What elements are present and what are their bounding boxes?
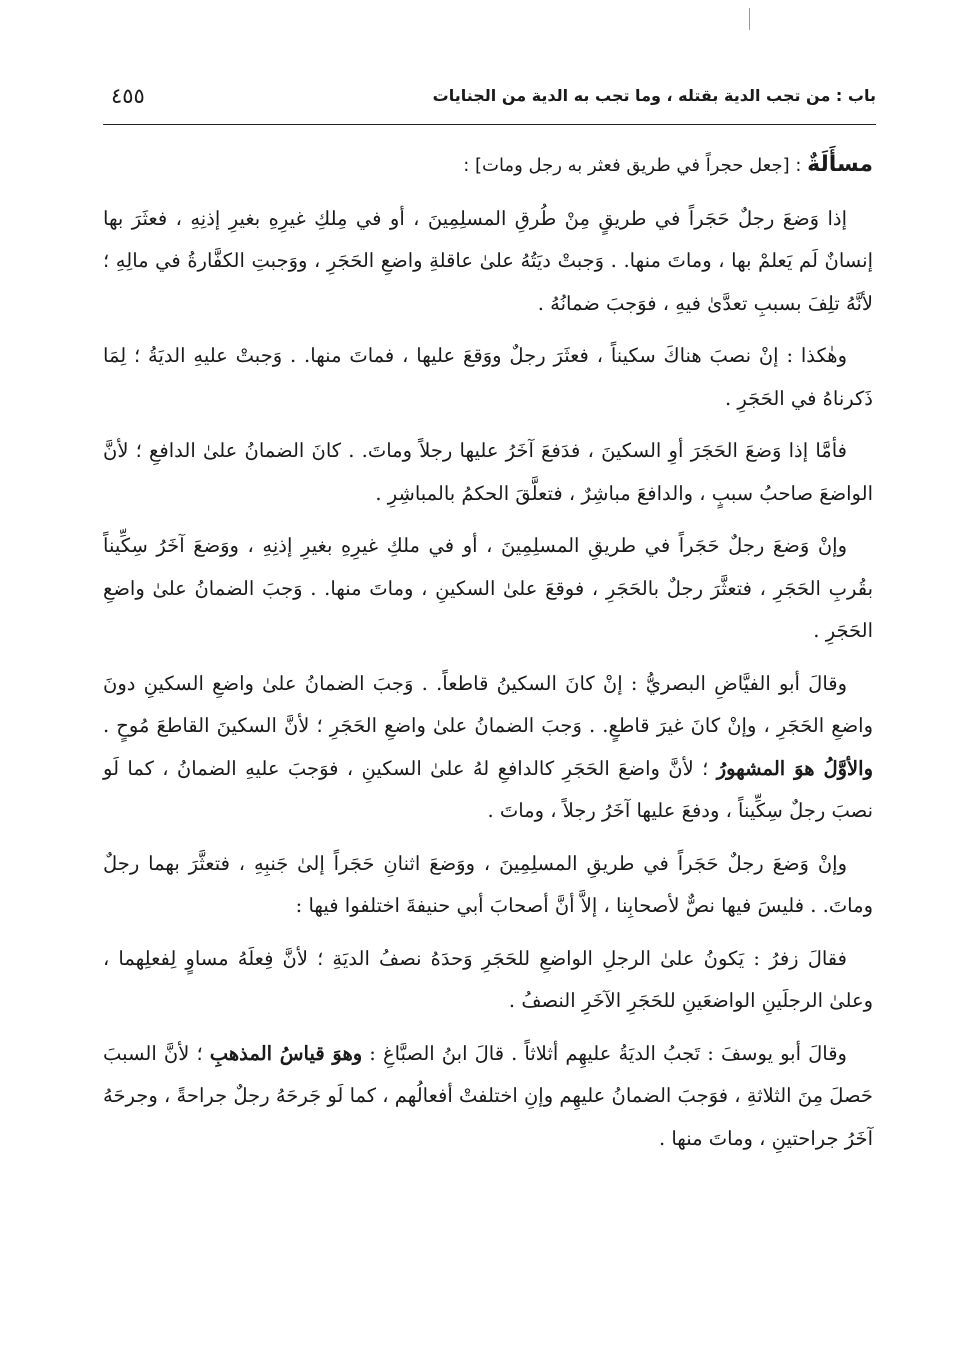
paragraph-8-text-a: وقالَ أبو يوسفَ : تَجبُ الديَةُ عليهِم أثلاثاً . قالَ ابنُ الصبَّاغِ :: [362, 1041, 847, 1065]
page-body: [103, 144, 873, 1170]
running-header: [103, 80, 876, 116]
paragraph-1: إذا وَضعَ رجلٌ حَجَراً في طريقٍ مِنْ طُرقِ المسلِمِينَ ، أو في مِلكِ غيرِهِ بغيرِ إذنِهِ ، فعثَرَ بها إنسانٌ لَم يَعلمْ بها ، وماتَ منها. . وَجبتْ ديَتُهُ علىٰ عاقلةِ واضعِ الحَجَرِ ، ووَجبتِ الكفَّارةُ في مالِهِ ؛ لأنَّهُ تلِفَ بسببِ تعدَّىٰ فيهِ ، فوَجبَ ضمانُهُ .: [103, 206, 873, 315]
chapter-title: باب : من تجب الدية بقتله ، وما تجب به الدية من الجنايات: [432, 86, 876, 105]
paragraph-6: وإنْ وَضعَ رجلٌ حَجَراً في طريقِ المسلِمِينَ ، ووَضعَ اثنانِ حَجَراً إلىٰ جَنبِهِ ، فتعثَّرَ بهما رجلٌ وماتَ. . فليسَ فيها نصٌّ لأصحابِنا ، إلاَّ أنَّ أصحابَ أبي حنيفةَ اختلفوا فيها :: [103, 851, 873, 917]
paragraph-4: وإنْ وَضعَ رجلٌ حَجَراً في طريقِ المسلِمِينَ ، أو في ملكِ غيرِهِ بغيرِ إذنِهِ ، ووَضعَ آخَرُ سِكِّيناً بقُربِ الحَجَرِ ، فتعثَّرَ رجلٌ بالحَجَرِ ، فوقعَ علىٰ السكينِ ، وماتَ منها. . وَجبَ الضمانُ علىٰ واضعِ الحَجَرِ .: [103, 534, 873, 642]
paragraph-7: فقالَ زفرُ : يَكونُ علىٰ الرجلِ الواضعِ للحَجَرِ وَحدَهُ نصفُ الديَةِ ؛ لأنَّ فِعلَهُ مساوٍ لِفعلِهما ، وعلىٰ الرجلَينِ الواضعَينِ للحَجَرِ الآخَرِ النصفُ .: [103, 946, 873, 1012]
masala-label: مسأَلَةٌ: [807, 152, 873, 177]
paragraph-5-text-b: ؛ لأنَّ واضعَ الحَجَرِ كالدافعِ لهُ علىٰ السكينِ ، فوَجبَ عليهِ الضمانُ ، كما لَو نصبَ رجلٌ سِكِّيناً ، ودفعَ عليها آخَرُ رجلاً ، وماتَ .: [103, 756, 873, 822]
paragraph-2: وهٰكذا : إنْ نصبَ هناكَ سكيناً ، فعثَرَ رجلٌ ووَقعَ عليها ، فماتَ منها. . وَجبتْ عليهِ الديَةُ ؛ لِمَا ذَكرناهُ في الحَجَرِ .: [103, 344, 873, 410]
paragraph-3: فأمَّا إذا وَضعَ الحَجَرَ أوِ السكينَ ، فدَفعَ آخَرُ عليها رجلاً وماتَ. . كانَ الضمانُ علىٰ الدافعِ ؛ لأنَّ الواضعَ صاحبُ سببٍ ، والدافعَ مباشِرٌ ، فتعلَّقَ الحكمُ بالمباشِرِ .: [103, 439, 873, 505]
page-number: ٤٥٥: [111, 84, 145, 108]
paragraph-5-text-a: وقالَ أبو الفيَّاضِ البصريُّ : إنْ كانَ السكينُ قاطعاً. . وَجبَ الضمانُ علىٰ واضعِ السكينِ دونَ واضعِ الحَجَرِ ، وإنْ كانَ غيرَ قاطعٍ. . وَجبَ الضمانُ علىٰ واضعِ الحَجَرِ ؛ لأنَّ السكينَ القاطعَ مُوحٍ .: [103, 671, 873, 737]
paragraph-8-bold: وهوَ قياسُ المذهبِ: [209, 1041, 363, 1065]
paragraph-5: [103, 663, 873, 833]
paragraph-8: [103, 1033, 873, 1161]
masala-title: : [جعل حجراً في طريق فعثر به رجل ومات] :: [463, 155, 808, 176]
paragraph-8-text-b: ؛ لأنَّ السببَ حَصلَ مِنَ الثلاثةِ ، فوَجبَ الضمانُ عليهِم وإنِ اختلفتْ أفعالُهم ، كما لَو جَرحَهُ رجلٌ جراحةً ، وجرحَهُ آخَرُ جراحتينِ ، وماتَ منها .: [103, 1041, 873, 1150]
header-rule: [103, 124, 876, 125]
masala-heading: [103, 144, 873, 188]
gutter-mark: [749, 8, 750, 30]
paragraph-5-bold: والأوَّلُ هوَ المشهورُ: [716, 756, 874, 780]
